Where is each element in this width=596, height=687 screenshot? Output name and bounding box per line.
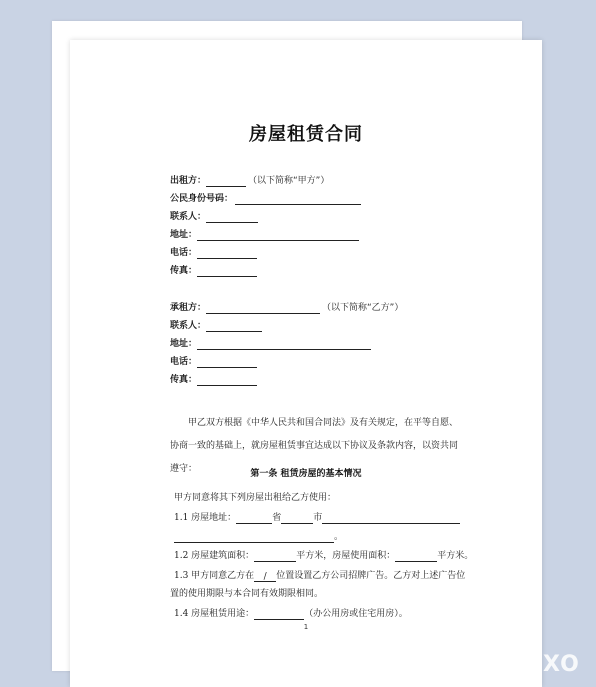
- item-1-1-address-blank[interactable]: [322, 513, 460, 524]
- article1-lead: 甲方同意将其下列房屋出租给乙方使用：: [174, 493, 337, 503]
- lessee-name-blank[interactable]: [206, 303, 320, 314]
- item-1-3-position-blank[interactable]: /: [254, 571, 276, 582]
- document-page: [70, 40, 542, 687]
- item-1-2-usable-area-blank[interactable]: [395, 551, 437, 562]
- item-1-1: [174, 512, 460, 524]
- lessee-name-note: （以下简称“乙方”）: [322, 303, 404, 313]
- lessor-name-blank[interactable]: [206, 176, 246, 187]
- lessee-name-label: 承租方：: [170, 303, 207, 313]
- lessor-address-field: [170, 229, 359, 241]
- lessee-address-label: 地址：: [170, 339, 198, 349]
- lessee-name-field: [170, 302, 403, 314]
- item-1-4-note: （办公用房或住宅用房）。: [304, 609, 408, 619]
- lessee-contact-label: 联系人：: [170, 321, 207, 331]
- lessee-phone-label: 电话：: [170, 357, 198, 367]
- lessor-name-field: [170, 175, 329, 187]
- item-1-1-city-blank[interactable]: [281, 513, 313, 524]
- lessee-fax-label: 传真：: [170, 375, 198, 385]
- item-1-2-mid: 平方米，房屋使用面积：: [296, 551, 396, 561]
- lessee-phone-blank[interactable]: [197, 357, 257, 368]
- item-1-2-label: 1.2 房屋建筑面积：: [174, 551, 255, 561]
- article1-heading: 第一条 租赁房屋的基本情况: [250, 469, 362, 479]
- document-title: 房屋租赁合同: [249, 124, 363, 145]
- intro-paragraph: 甲乙双方根据《中华人民共和国合同法》及有关规定，在平等自愿、协商一致的基础上，就房屋租赁事宜达成以下协议及条款内容，以资共同遵守：: [170, 418, 459, 474]
- item-1-1-city: 市: [313, 513, 323, 523]
- lessor-phone-label: 电话：: [170, 248, 198, 258]
- lessee-contact-field: [170, 320, 262, 332]
- item-1-4-label: 1.4 房屋租赁用途：: [174, 609, 255, 619]
- lessee-contact-blank[interactable]: [206, 321, 262, 332]
- item-1-1-prefix: 1.1 房屋地址：: [174, 513, 237, 523]
- item-1-3-rest: 位置设置乙方公司招牌广告。乙方对上述广告位: [276, 571, 466, 581]
- item-1-1-address-blank-2[interactable]: [174, 532, 334, 543]
- item-1-2-building-area-blank[interactable]: [254, 551, 296, 562]
- lessee-phone-field: [170, 356, 257, 368]
- item-1-3: [174, 570, 465, 582]
- lessor-address-blank[interactable]: [197, 230, 359, 241]
- lessor-name-note: （以下简称“甲方”）: [248, 176, 330, 186]
- item-1-4-usage-blank[interactable]: [254, 609, 304, 620]
- item-1-3-continued: 置的使用期限与本合同有效期限相同。: [170, 589, 324, 599]
- watermark-logo: XO: [543, 652, 580, 677]
- lessee-fax-field: [170, 374, 257, 386]
- item-1-3-label: 1.3 甲方同意乙方在: [174, 571, 255, 581]
- item-1-1-continued: 。: [174, 531, 343, 543]
- lessor-fax-field: [170, 265, 257, 277]
- lessor-phone-field: [170, 247, 257, 259]
- lessee-address-blank[interactable]: [197, 339, 371, 350]
- lessor-id-field: [170, 193, 361, 205]
- lessor-contact-blank[interactable]: [206, 212, 258, 223]
- lessee-fax-blank[interactable]: [197, 375, 257, 386]
- item-1-4: [174, 608, 408, 620]
- lessor-name-label: 出租方：: [170, 176, 207, 186]
- item-1-1-province-blank[interactable]: [236, 513, 272, 524]
- lessor-phone-blank[interactable]: [197, 248, 257, 259]
- item-1-2-end: 平方米。: [437, 551, 474, 561]
- lessor-fax-label: 传真：: [170, 266, 198, 276]
- page-number: 1: [303, 623, 309, 631]
- lessor-address-label: 地址：: [170, 230, 198, 240]
- lessee-address-field: [170, 338, 371, 350]
- lessor-contact-label: 联系人：: [170, 212, 207, 222]
- lessor-contact-field: [170, 211, 258, 223]
- item-1-2: [174, 550, 473, 562]
- item-1-1-province: 省: [272, 513, 282, 523]
- lessor-id-blank[interactable]: [235, 194, 361, 205]
- lessor-id-label: 公民身份号码：: [170, 194, 234, 204]
- lessor-fax-blank[interactable]: [197, 266, 257, 277]
